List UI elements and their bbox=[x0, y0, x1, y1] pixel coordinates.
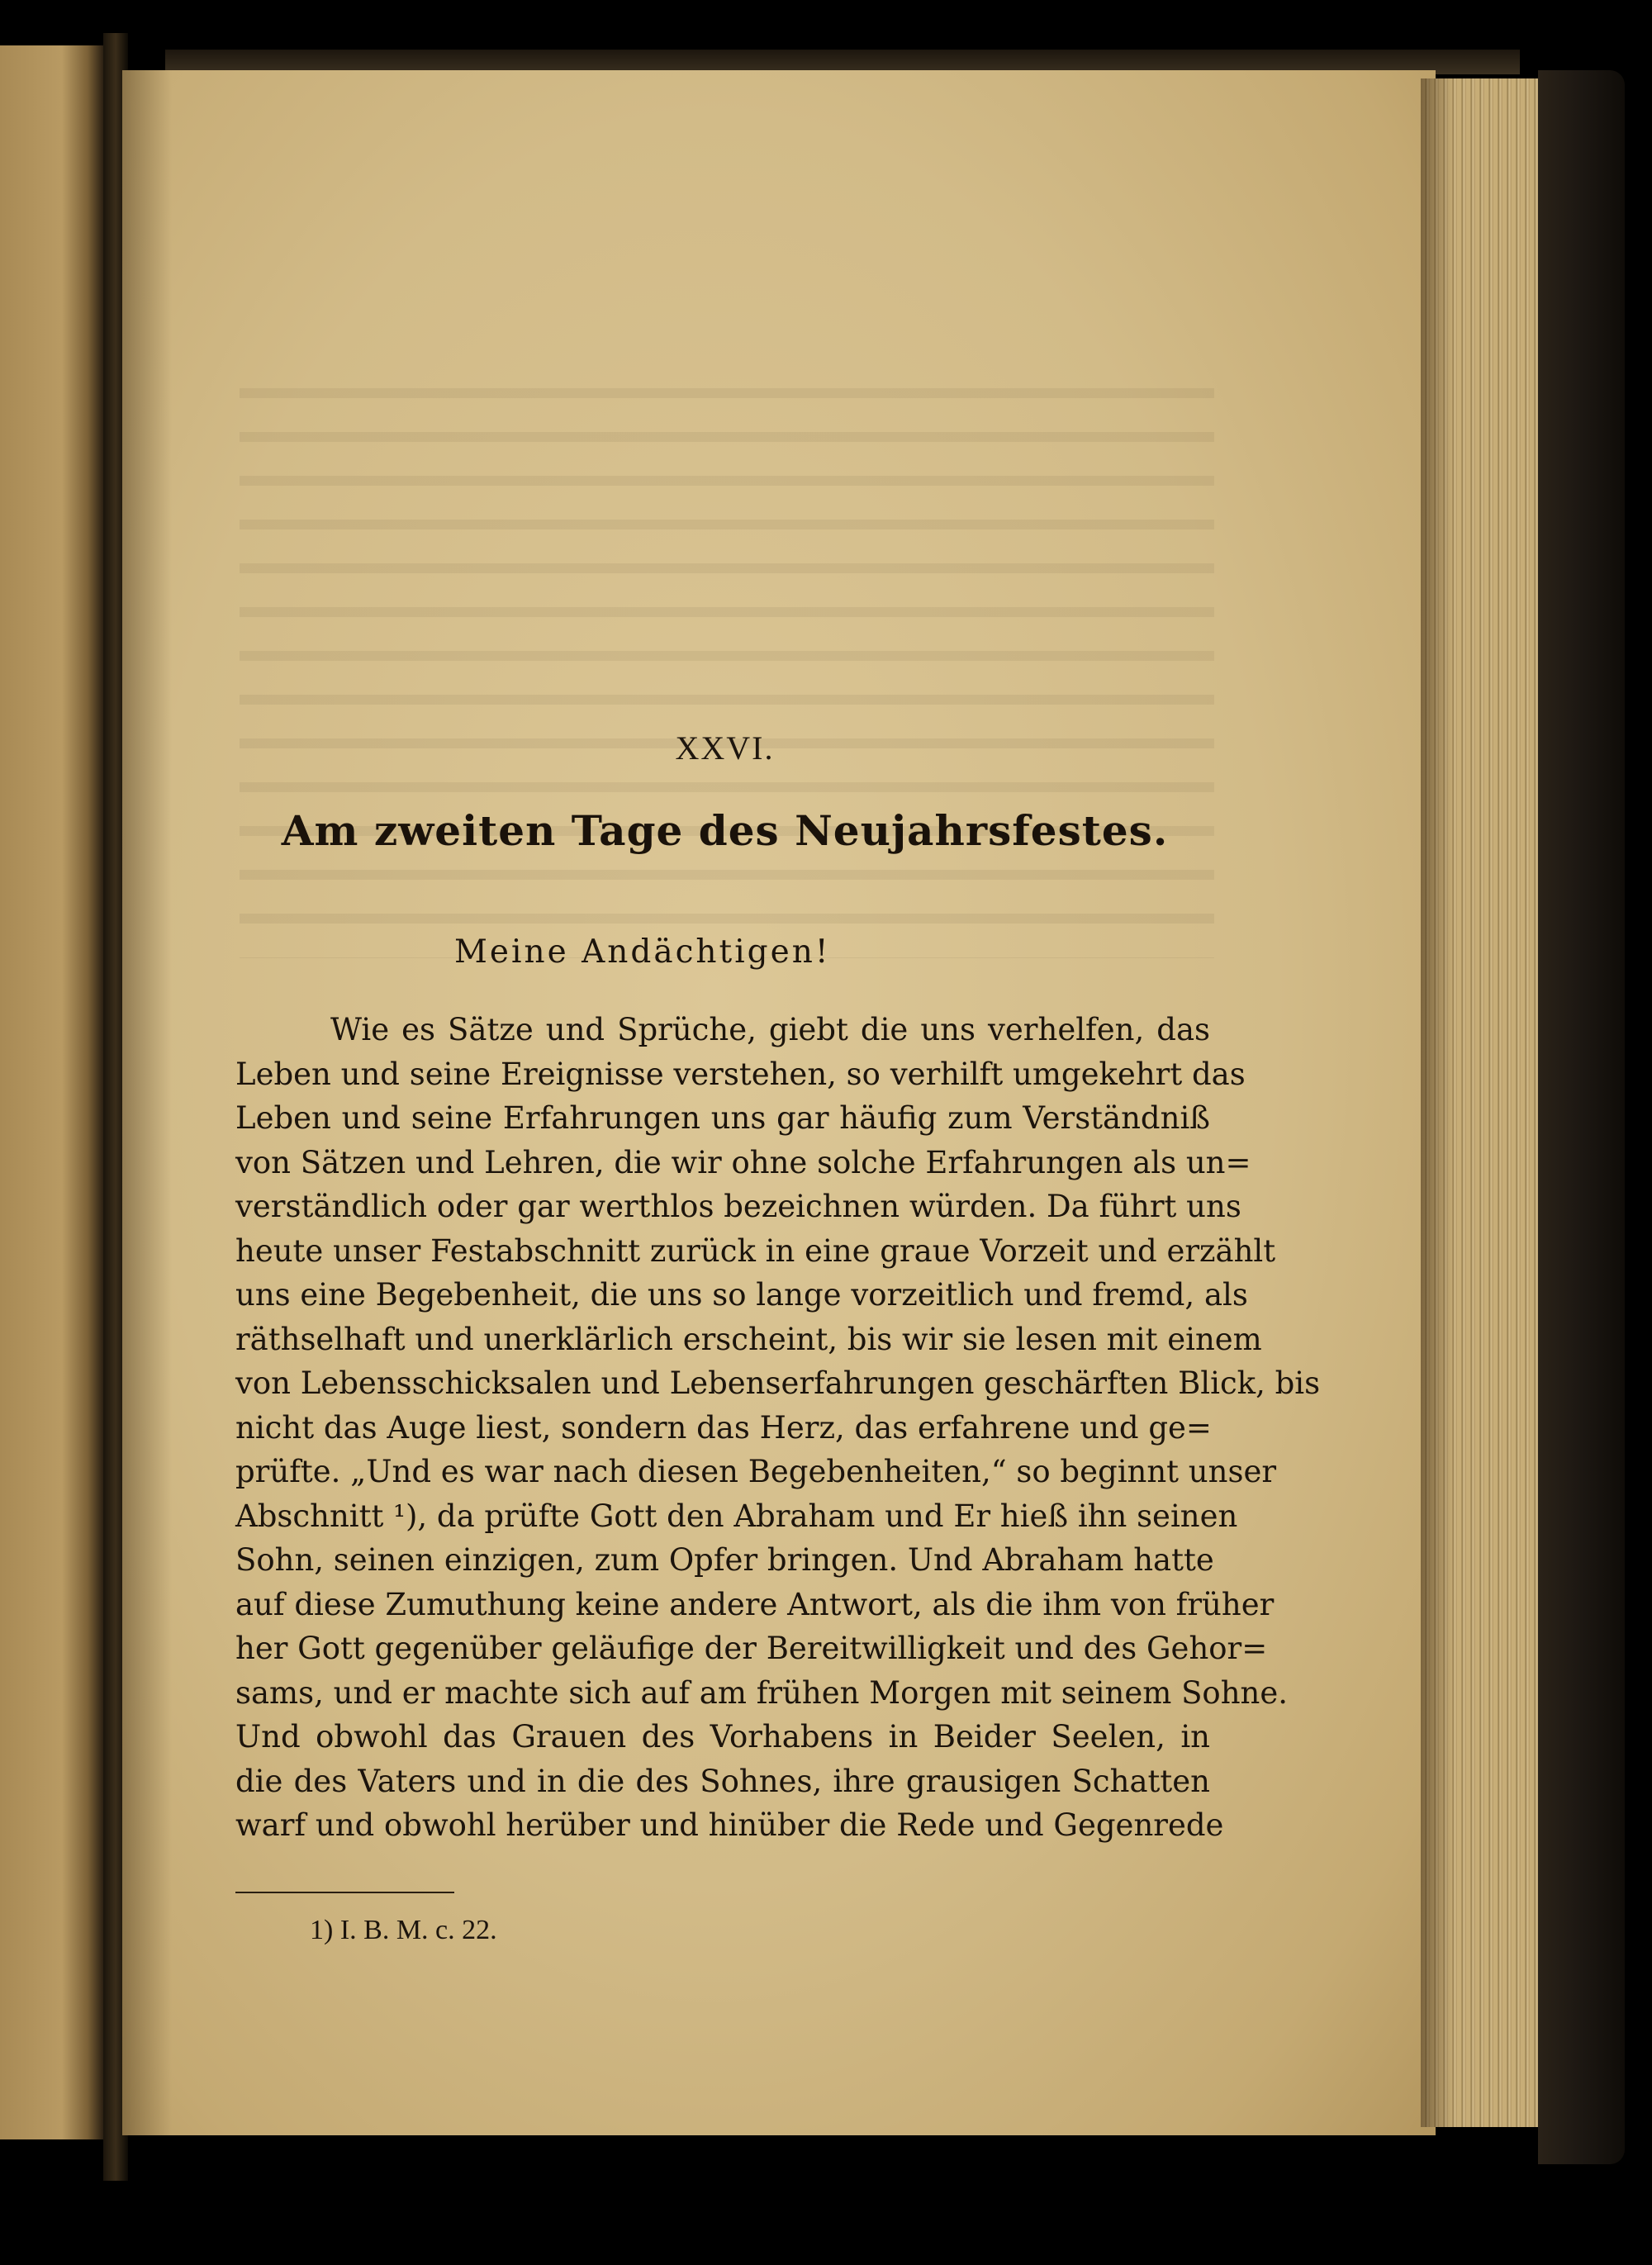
body-text bbox=[235, 1008, 1321, 1848]
left-page-edge bbox=[0, 45, 103, 2139]
text-line: nicht das Auge liest, sondern das Herz, das erfahrene und ge= bbox=[235, 1409, 1212, 1446]
page-edges-shadow bbox=[1421, 78, 1454, 2127]
footnote-text: I. B. M. c. 22. bbox=[339, 1915, 497, 1945]
footnote-marker: 1) bbox=[310, 1915, 334, 1945]
text-line: heute unser Festabschnitt zurück in eine graue Vorzeit und erzählt bbox=[235, 1232, 1276, 1269]
book-cover-edge bbox=[1538, 70, 1625, 2164]
text-line: räthselhaft und unerklärlich erscheint, bis wir sie lesen mit einem bbox=[235, 1321, 1262, 1357]
text-line: von Lebensschicksalen und Lebenserfahrungen geschärften Blick, bis bbox=[235, 1365, 1321, 1401]
page-gutter-shadow bbox=[122, 70, 172, 2135]
text-line: Wie es Sätze und Sprüche, giebt die uns verhelfen, das bbox=[330, 1012, 1210, 1047]
footnote bbox=[310, 1915, 497, 1946]
salutation: Meine Andächtigen! bbox=[454, 933, 831, 971]
text-line: verständlich oder gar werthlos bezeichnen würden. Da führt uns bbox=[235, 1189, 1241, 1224]
text-line: Leben und seine Erfahrungen uns gar häufig zum Verständniß bbox=[235, 1100, 1210, 1136]
footnote-divider bbox=[235, 1892, 454, 1893]
text-line: Leben und seine Ereignisse verstehen, so verhilft umgekehrt das bbox=[235, 1056, 1246, 1092]
text-line: Und obwohl das Grauen des Vorhabens in Beider Seelen, in bbox=[235, 1719, 1210, 1755]
text-line: warf und obwohl herüber und hinüber die Rede und Gegenrede bbox=[235, 1807, 1224, 1843]
text-line: sams, und er machte sich auf am frühen Morgen mit seinem Sohne. bbox=[235, 1674, 1289, 1711]
chapter-title: Am zweiten Tage des Neujahrsfestes. bbox=[281, 806, 1169, 855]
text-line: Sohn, seinen einzigen, zum Opfer bringen. Und Abraham hatte bbox=[235, 1542, 1214, 1578]
text-line: prüfte. „Und es war nach diesen Begebenheiten,“ so beginnt unser bbox=[235, 1454, 1277, 1489]
text-line: auf diese Zumuthung keine andere Antwort, als die ihm von früher bbox=[235, 1586, 1275, 1622]
text-line: Abschnitt ¹), da prüfte Gott den Abraham und Er hieß ihn seinen bbox=[235, 1498, 1238, 1534]
chapter-number: XXVI. bbox=[675, 729, 775, 767]
text-line: die des Vaters und in die des Sohnes, ihre grausigen Schatten bbox=[235, 1763, 1210, 1799]
text-line: von Sätzen und Lehren, die wir ohne solche Erfahrungen als un= bbox=[235, 1144, 1251, 1180]
show-through-text bbox=[240, 363, 1214, 958]
text-line: her Gott gegenüber geläufige der Bereitwilligkeit und des Gehor= bbox=[235, 1631, 1268, 1666]
text-line: uns eine Begebenheit, die uns so lange vorzeitlich und fremd, als bbox=[235, 1277, 1248, 1313]
